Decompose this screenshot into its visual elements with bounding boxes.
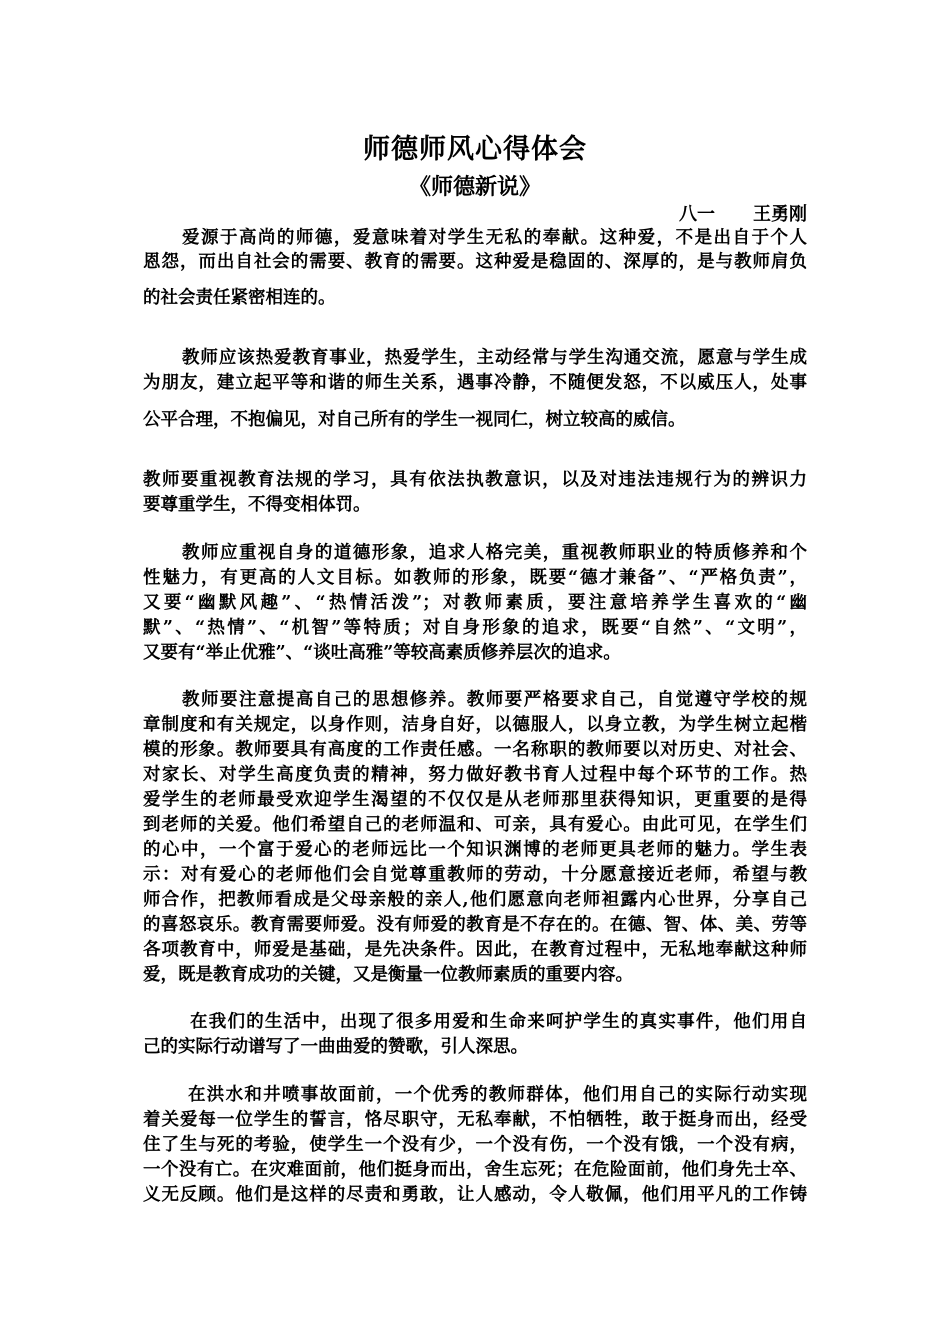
paragraph-1-line-1: 爱源于高尚的师德，爱意味着对学生无私的奉献。这种爱，不是出自于个人 (182, 228, 807, 248)
paragraph-4-line-4: 默”、“热情”、“机智”等特质；对自身形象的追求，既要“自然”、“文明”， (143, 618, 807, 638)
paragraph-4-line-5: 又要有“举止优雅”、“谈吐高雅”等较高素质修养层次的追求。 (143, 643, 621, 663)
paragraph-7-line-2: 着关爱每一位学生的誓言，恪尽职守，无私奉献，不怕牺牲，敢于挺身而出，经受 (143, 1110, 807, 1130)
paragraph-5-line-12: 爱，既是教育成功的关键，又是衡量一位教师素质的重要内容。 (143, 965, 633, 985)
paragraph-5-line-7: 的心中，一个富于爱心的老师远比一个知识渊博的老师更具老师的魅力。学生表 (143, 840, 807, 860)
author-class: 八一 (679, 204, 715, 225)
paragraph-5-line-1: 教师要注意提高自己的思想修养。教师要严格要求自己，自觉遵守学校的规 (182, 690, 807, 710)
paragraph-3-line-2: 要尊重学生，不得变相体罚。 (143, 495, 371, 515)
paragraph-5-line-10: 的喜怒哀乐。教育需要师爱。没有师爱的教育是不存在的。在德、智、体、美、劳等 (143, 915, 807, 935)
paragraph-2-line-1: 教师应该热爱教育事业，热爱学生，主动经常与学生沟通交流，愿意与学生成 (182, 348, 807, 368)
paragraph-5-line-8: 示：对有爱心的老师他们会自觉尊重教师的劳动，十分愿意接近老师，希望与教 (143, 865, 807, 885)
author-name: 王勇刚 (753, 204, 807, 225)
paragraph-5-line-5: 爱学生的老师最受欢迎学生渴望的不仅仅是从老师那里获得知识，更重要的是得 (143, 790, 807, 810)
author-line (679, 202, 807, 228)
paragraph-5-line-3: 模的形象。教师要具有高度的工作责任感。一名称职的教师要以对历史、对社会、 (143, 740, 807, 760)
paragraph-3-line-1: 教师要重视教育法规的学习，具有依法执教意识，以及对违法违规行为的辨识力 (143, 470, 807, 490)
paragraph-7-line-3: 住了生与死的考验，使学生一个没有少，一个没有伤，一个没有饿，一个没有病， (143, 1135, 807, 1155)
paragraph-7-line-4: 一个没有亡。在灾难面前，他们挺身而出，舍生忘死；在危险面前，他们身先士卒、 (143, 1160, 807, 1180)
paragraph-2-line-3: 公平合理，不抱偏见，对自己所有的学生一视同仁，树立较高的威信。 (143, 410, 686, 430)
paragraph-5-line-11: 各项教育中，师爱是基础，是先决条件。因此，在教育过程中，无私地奉献这种师 (143, 940, 807, 960)
document-title: 师德师风心得体会 (363, 134, 587, 165)
paragraph-1-line-3: 的社会责任紧密相连的。 (143, 288, 336, 308)
paragraph-6-line-1: 在我们的生活中，出现了很多用爱和生命来呵护学生的真实事件，他们用自 (190, 1012, 807, 1032)
paragraph-4-line-2: 性魅力，有更高的人文目标。如教师的形象，既要“德才兼备”、“严格负责”， (143, 568, 807, 588)
paragraph-5-line-4: 对家长、对学生高度负责的精神，努力做好教书育人过程中每个环节的工作。热 (143, 765, 807, 785)
paragraph-5-line-2: 章制度和有关规定，以身作则，洁身自好，以德服人，以身立教，为学生树立起楷 (143, 715, 807, 735)
paragraph-7-line-1: 在洪水和井喷事故面前，一个优秀的教师群体，他们用自己的实际行动实现 (188, 1085, 807, 1105)
paragraph-2-line-2: 为朋友，建立起平等和谐的师生关系，遇事冷静，不随便发怒，不以威压人，处事 (143, 373, 807, 393)
paragraph-5-line-6: 到老师的关爱。他们希望自己的老师温和、可亲，具有爱心。由此可见，在学生们 (143, 815, 807, 835)
paragraph-6-line-2: 己的实际行动谱写了一曲曲爱的赞歌，引人深思。 (143, 1037, 528, 1057)
paragraph-5-line-9: 师合作，把教师看成是父母亲般的亲人,他们愿意向老师袒露内心世界，分享自己 (143, 890, 807, 910)
document-subtitle: 《师德新说》 (408, 174, 541, 200)
paragraph-7-line-5: 义无反顾。他们是这样的尽责和勇敢，让人感动，令人敬佩，他们用平凡的工作铸 (143, 1185, 807, 1205)
paragraph-1-line-2: 恩怨，而出自社会的需要、教育的需要。这种爱是稳固的、深厚的，是与教师肩负 (143, 252, 807, 272)
paragraph-4-line-3: 又要“幽默风趣”、“热情活泼”；对教师素质，要注意培养学生喜欢的“幽 (143, 593, 807, 613)
paragraph-4-line-1: 教师应重视自身的道德形象，追求人格完美，重视教师职业的特质修养和个 (182, 543, 807, 563)
